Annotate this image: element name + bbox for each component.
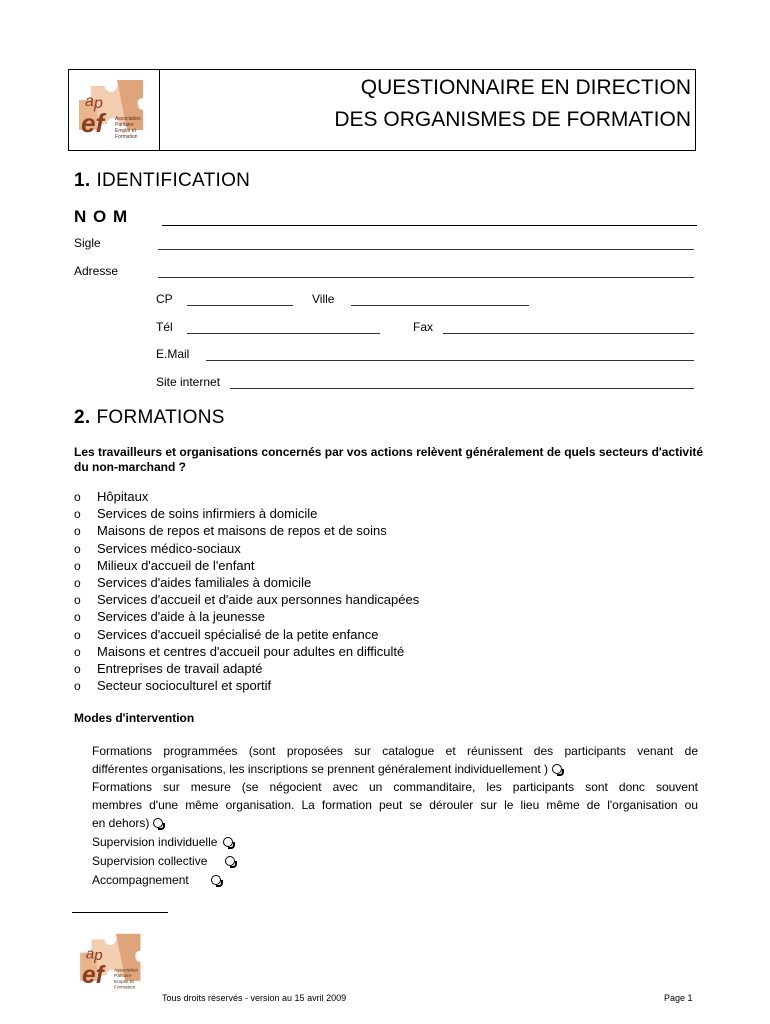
cp-label: CP bbox=[156, 292, 173, 306]
section-2-label: FORMATIONS bbox=[96, 407, 225, 428]
apef-logo-icon bbox=[77, 76, 155, 146]
nom-field[interactable] bbox=[162, 224, 697, 226]
cp-field[interactable] bbox=[187, 304, 293, 306]
email-field[interactable] bbox=[206, 359, 694, 361]
option-bullet-icon[interactable]: o bbox=[74, 679, 81, 694]
modes-block bbox=[92, 742, 698, 889]
option-label: Entreprises de travail adapté bbox=[97, 661, 263, 676]
svg-text:Emploi et: Emploi et bbox=[115, 128, 136, 134]
mode-mesure-line-1: Formations sur mesure (se négocient avec un commanditaire, les participants sont donc souvent bbox=[92, 780, 698, 794]
option-bullet-icon[interactable]: o bbox=[74, 593, 81, 608]
option-label: Services d'aide à la jeunesse bbox=[97, 609, 265, 625]
sector-option[interactable] bbox=[74, 677, 271, 694]
option-label: Maisons et centres d'accueil pour adultes en difficulté bbox=[97, 643, 405, 659]
svg-text:Formation: Formation bbox=[115, 134, 138, 140]
mode-mesure-row bbox=[92, 814, 698, 832]
svg-text:a: a bbox=[85, 93, 94, 110]
ville-label: Ville bbox=[312, 292, 335, 306]
option-bullet-icon[interactable]: o bbox=[74, 558, 81, 573]
mode-sup-coll-row bbox=[92, 852, 698, 870]
accomp-checkbox-icon[interactable] bbox=[211, 875, 221, 885]
footnote-rule bbox=[72, 912, 168, 913]
option-bullet-icon[interactable]: o bbox=[74, 490, 81, 504]
option-label: Milieux d'accueil de l'enfant bbox=[97, 557, 255, 573]
sup-coll-checkbox-icon[interactable] bbox=[225, 856, 235, 866]
sector-option[interactable] bbox=[74, 660, 262, 677]
site-field[interactable] bbox=[230, 387, 694, 389]
sector-option[interactable] bbox=[74, 591, 419, 608]
svg-text:ef: ef bbox=[82, 961, 104, 989]
sector-option[interactable] bbox=[74, 643, 404, 660]
svg-text:p: p bbox=[94, 95, 103, 112]
svg-text:ef: ef bbox=[81, 108, 105, 138]
sector-option[interactable] bbox=[74, 505, 317, 522]
sector-option[interactable] bbox=[74, 608, 265, 625]
email-label: E.Mail bbox=[156, 347, 190, 361]
sector-option[interactable] bbox=[74, 488, 148, 505]
adresse-label: Adresse bbox=[74, 264, 119, 278]
tel-label: Tél bbox=[156, 320, 173, 334]
title-line-1: QUESTIONNAIRE EN DIRECTION bbox=[360, 76, 691, 99]
sector-option[interactable] bbox=[74, 540, 241, 557]
sector-option[interactable] bbox=[74, 522, 387, 539]
option-label: Services d'aides familiales à domicile bbox=[97, 575, 312, 590]
svg-text:p: p bbox=[94, 947, 103, 965]
programmees-checkbox-icon[interactable] bbox=[552, 764, 562, 774]
mode-mesure-line-2: membres d'une même organisation. La formation peut se dérouler sur le lieu même de l'organisation ou bbox=[92, 798, 698, 812]
nom-label: N O M bbox=[74, 207, 129, 226]
option-label: Maisons de repos et maisons de repos et de soins bbox=[97, 523, 387, 539]
footer-logo bbox=[76, 930, 154, 996]
option-bullet-icon[interactable]: o bbox=[74, 507, 81, 522]
adresse-field[interactable] bbox=[158, 276, 694, 278]
site-label: Site internet bbox=[156, 375, 221, 389]
svg-text:Association: Association bbox=[115, 116, 141, 122]
svg-text:Association: Association bbox=[114, 967, 139, 973]
mode-programmees-line-2: différentes organisations, les inscriptions se prennent généralement individuellement ) bbox=[92, 762, 549, 776]
option-bullet-icon[interactable]: o bbox=[74, 576, 81, 590]
page-number: Page 1 bbox=[664, 993, 693, 1003]
option-bullet-icon[interactable]: o bbox=[74, 662, 81, 676]
section-1-title bbox=[74, 170, 250, 192]
option-label: Services d'accueil et d'aide aux personnes handicapées bbox=[97, 592, 420, 608]
ville-field[interactable] bbox=[351, 304, 529, 306]
svg-text:a: a bbox=[85, 945, 95, 963]
mode-sup-indiv-row bbox=[92, 833, 698, 851]
option-label: Services de soins infirmiers à domicile bbox=[97, 506, 318, 522]
header-box bbox=[68, 69, 696, 151]
mode-programmees-row bbox=[92, 760, 698, 778]
sigle-field[interactable] bbox=[158, 248, 694, 250]
svg-text:Paritaire: Paritaire bbox=[115, 122, 134, 128]
option-bullet-icon[interactable]: o bbox=[74, 610, 81, 625]
svg-text:Emploi et: Emploi et bbox=[114, 978, 134, 984]
section-2-title bbox=[74, 407, 225, 429]
section-2-number: 2. bbox=[74, 407, 91, 428]
header-divider bbox=[159, 70, 160, 150]
option-bullet-icon[interactable]: o bbox=[74, 524, 81, 539]
sector-option[interactable] bbox=[74, 557, 254, 574]
mode-mesure-line-3: en dehors) bbox=[92, 816, 150, 830]
mode-sup-indiv-label: Supervision individuelle bbox=[92, 835, 218, 849]
option-label: Secteur socioculturel et sportif bbox=[97, 678, 272, 694]
svg-text:Formation: Formation bbox=[114, 984, 136, 990]
fax-label: Fax bbox=[413, 320, 434, 334]
option-bullet-icon[interactable]: o bbox=[74, 627, 81, 642]
sector-option[interactable] bbox=[74, 574, 311, 591]
section-1-number: 1. bbox=[74, 170, 91, 191]
footer-copyright: Tous droits réservés - version au 15 avril 2009 bbox=[162, 993, 347, 1003]
option-bullet-icon[interactable]: o bbox=[74, 541, 81, 556]
title-line-2: DES ORGANISMES DE FORMATION bbox=[334, 108, 691, 131]
mode-accomp-label: Accompagnement bbox=[92, 873, 189, 887]
modes-title: Modes d'intervention bbox=[74, 711, 195, 725]
section-1-label: IDENTIFICATION bbox=[96, 170, 251, 191]
mode-sup-coll-label: Supervision collective bbox=[92, 854, 208, 868]
sector-option[interactable] bbox=[74, 626, 378, 643]
sigle-label: Sigle bbox=[74, 236, 101, 250]
option-label: Hôpitaux bbox=[97, 489, 149, 504]
fax-field[interactable] bbox=[443, 332, 694, 334]
option-label: Services médico-sociaux bbox=[97, 540, 241, 556]
sup-indiv-checkbox-icon[interactable] bbox=[223, 837, 233, 847]
option-label: Services d'accueil spécialisé de la petite enfance bbox=[97, 626, 379, 642]
option-bullet-icon[interactable]: o bbox=[74, 644, 81, 659]
tel-field[interactable] bbox=[187, 332, 380, 334]
apef-logo bbox=[77, 76, 155, 146]
mesure-checkbox-icon[interactable] bbox=[153, 818, 163, 828]
mode-accomp-row bbox=[92, 871, 698, 889]
mode-programmees-line-1: Formations programmées (sont proposées sur catalogue et réunissent des participants venant de bbox=[92, 744, 698, 758]
apef-logo-icon bbox=[76, 930, 154, 996]
svg-text:Paritaire: Paritaire bbox=[114, 973, 132, 979]
sectors-question: Les travailleurs et organisations concernés par vos actions relèvent généralement de quels secteurs d'activité du non-marchand ? bbox=[74, 445, 704, 474]
